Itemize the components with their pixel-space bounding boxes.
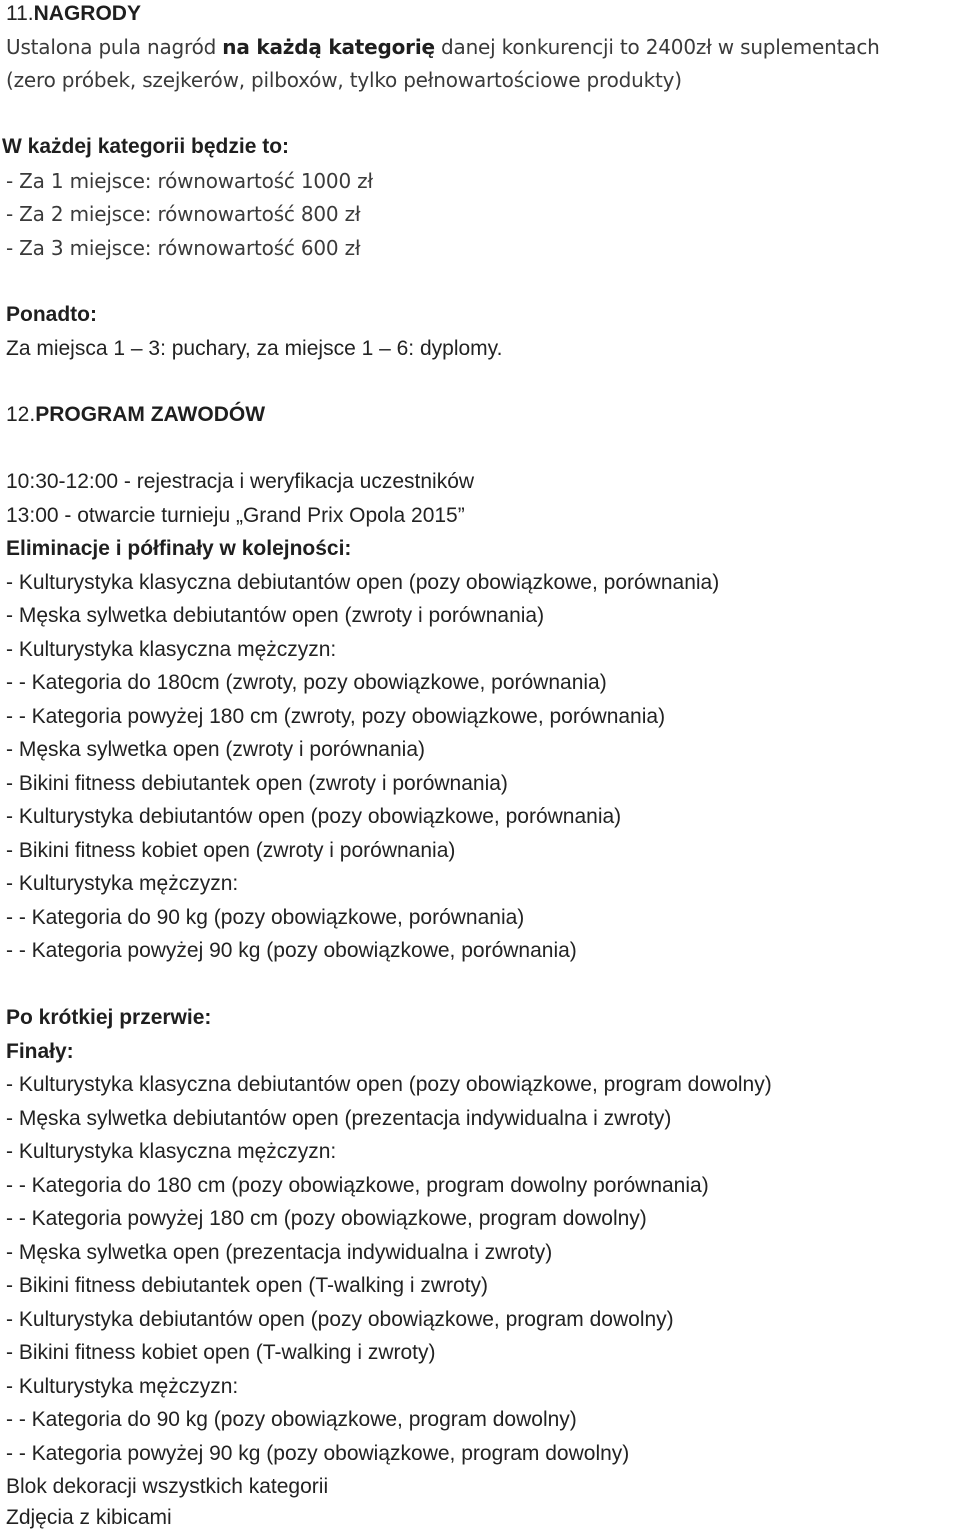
intro-text-1: Ustalona pula nagród — [6, 35, 223, 59]
additionally-heading: Ponadto: — [6, 303, 97, 326]
prize-item: - Za 2 miejsce: równowartość 800 zł — [6, 202, 361, 226]
eliminations-heading: Eliminacje i półfinały w kolejności: — [6, 537, 352, 560]
section-11-number: 11. — [6, 2, 34, 25]
elimination-item: - Męska sylwetka debiutantów open (zwroty i porównania) — [6, 604, 545, 627]
prize-item: - Za 3 miejsce: równowartość 600 zł — [6, 236, 361, 260]
additionally-text: Za miejsca 1 – 3: puchary, za miejsce 1 – 6: dyplomy. — [6, 337, 503, 360]
section-12-heading — [6, 401, 265, 429]
prize-pool-note: (zero próbek, szejkerów, pilboxów, tylko pełnowartościowe produkty) — [6, 68, 682, 92]
elimination-item: - - Kategoria do 90 kg (pozy obowiązkowe, porównania) — [6, 906, 525, 929]
closing-item: Zdjęcia z kibicami — [6, 1506, 172, 1529]
elimination-item: - - Kategoria do 180cm (zwroty, pozy obowiązkowe, porównania) — [6, 671, 607, 694]
schedule-item: 10:30-12:00 - rejestracja i weryfikacja uczestników — [6, 470, 475, 493]
final-item: - - Kategoria powyżej 180 cm (pozy obowiązkowe, program dowolny) — [6, 1207, 647, 1230]
elimination-item: - Kulturystyka mężczyzn: — [6, 872, 239, 895]
final-item: - Kulturystyka mężczyzn: — [6, 1375, 239, 1398]
break-heading: Po krótkiej przerwie: — [6, 1006, 212, 1029]
elimination-item: - - Kategoria powyżej 180 cm (zwroty, pozy obowiązkowe, porównania) — [6, 705, 666, 728]
elimination-item: - Kulturystyka klasyczna debiutantów open (pozy obowiązkowe, porównania) — [6, 571, 720, 594]
final-item: - Męska sylwetka debiutantów open (prezentacja indywidualna i zwroty) — [6, 1107, 672, 1130]
prize-item: - Za 1 miejsce: równowartość 1000 zł — [6, 169, 373, 193]
elimination-item: - Kulturystyka klasyczna mężczyzn: — [6, 638, 337, 661]
elimination-item: - Bikini fitness debiutantek open (zwroty i porównania) — [6, 772, 508, 795]
section-11-heading — [6, 0, 141, 28]
final-item: - - Kategoria powyżej 90 kg (pozy obowiązkowe, program dowolny) — [6, 1442, 630, 1465]
final-item: - Kulturystyka klasyczna mężczyzn: — [6, 1140, 337, 1163]
prize-pool-intro — [6, 33, 880, 61]
final-item: - Męska sylwetka open (prezentacja indywidualna i zwroty) — [6, 1241, 553, 1264]
section-12-title: PROGRAM ZAWODÓW — [35, 403, 266, 426]
schedule-item: 13:00 - otwarcie turnieju „Grand Prix Opola 2015” — [6, 504, 465, 527]
section-12-number: 12. — [6, 403, 36, 426]
elimination-item: - Męska sylwetka open (zwroty i porównania) — [6, 738, 425, 761]
final-item: - Bikini fitness debiutantek open (T-walking i zwroty) — [6, 1274, 489, 1297]
final-item: - Kulturystyka debiutantów open (pozy obowiązkowe, program dowolny) — [6, 1308, 674, 1331]
final-item: - - Kategoria do 90 kg (pozy obowiązkowe, program dowolny) — [6, 1408, 577, 1431]
intro-text-bold: na każdą kategorię — [222, 35, 435, 59]
final-item: - Bikini fitness kobiet open (T-walking i zwroty) — [6, 1341, 436, 1364]
elimination-item: - - Kategoria powyżej 90 kg (pozy obowiązkowe, porównania) — [6, 939, 577, 962]
final-item: - Kulturystyka klasyczna debiutantów open (pozy obowiązkowe, program dowolny) — [6, 1073, 772, 1096]
closing-item: Blok dekoracji wszystkich kategorii — [6, 1475, 329, 1498]
intro-text-2: danej konkurencji to 2400zł w suplementach — [434, 35, 880, 59]
elimination-item: - Bikini fitness kobiet open (zwroty i porównania) — [6, 839, 456, 862]
elimination-item: - Kulturystyka debiutantów open (pozy obowiązkowe, porównania) — [6, 805, 622, 828]
each-category-heading: W każdej kategorii będzie to: — [2, 135, 290, 158]
finals-heading: Finały: — [6, 1040, 74, 1063]
section-11-title: NAGRODY — [33, 2, 141, 25]
final-item: - - Kategoria do 180 cm (pozy obowiązkowe, program dowolny porównania) — [6, 1174, 709, 1197]
